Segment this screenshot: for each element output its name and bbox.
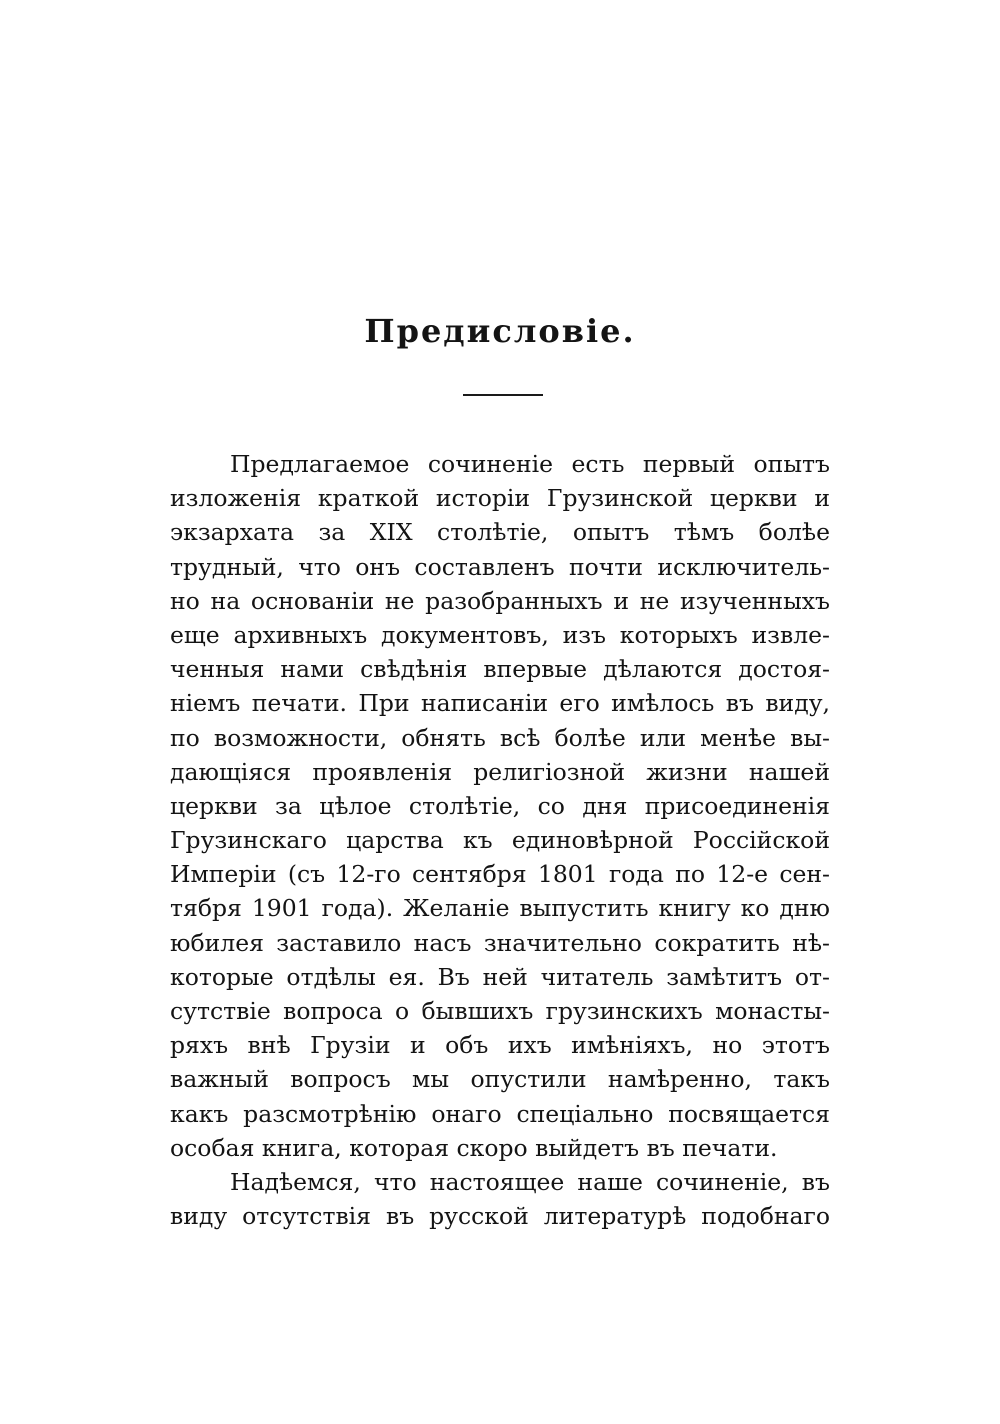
paragraph-2-line-2: виду отсутствія въ русской литературѣ подобнаго xyxy=(170,1202,830,1231)
paragraph-1-line-19: важный вопросъ мы опустили намѣренно, такъ xyxy=(170,1065,830,1094)
paragraph-1-line-15: юбилея заставило насъ значительно сократить нѣ- xyxy=(170,928,830,957)
paragraph-1-line-11: церкви за цѣлое столѣтіе, со дня присоединенія xyxy=(170,791,830,820)
title-divider xyxy=(463,394,543,396)
paragraph-1-line-9: по возможности, обнять всѣ болѣе или менѣе вы- xyxy=(170,723,830,752)
paragraph-1-line-5: но на основаніи не разобранныхъ и не изученныхъ xyxy=(170,586,830,615)
paragraph-1-line-21: особая книга, которая скоро выйдетъ въ печати. xyxy=(170,1133,778,1162)
paragraph-1-line-20: какъ разсмотрѣнію онаго спеціально посвящается xyxy=(170,1099,830,1128)
paragraph-1-line-10: дающіяся проявленія религіозной жизни нашей xyxy=(170,757,830,786)
paragraph-1-line-17: сутствіе вопроса о бывшихъ грузинскихъ монасты- xyxy=(170,997,830,1025)
paragraph-1-line-8: ніемъ печати. При написаніи его имѣлось въ виду, xyxy=(170,689,830,718)
paragraph-1-line-6: еще архивныхъ документовъ, изъ которыхъ извле- xyxy=(170,620,830,649)
preface-body xyxy=(170,447,830,1233)
paragraph-1-line-13: Имперіи (съ 12-го сентября 1801 года по 12-е сен- xyxy=(170,860,830,889)
paragraph-1-line-14: тября 1901 года). Желаніе выпустить книгу ко дню xyxy=(170,894,830,923)
paragraph-1-line-18: ряхъ внѣ Грузіи и объ ихъ имѣніяхъ, но этотъ xyxy=(170,1031,830,1060)
paragraph-1-line-12: Грузинскаго царства къ единовѣрной Россійской xyxy=(170,826,830,855)
paragraph-1-line-4: трудный, что онъ составленъ почти исключитель- xyxy=(170,552,830,581)
paragraph-1-line-3: экзархата за XIX столѣтіе, опытъ тѣмъ болѣе xyxy=(170,518,830,547)
paragraph-1-line-7: ченныя нами свѣдѣнія впервые дѣлаются достоя- xyxy=(170,655,830,684)
paragraph-1-line-2: изложенія краткой исторіи Грузинской церкви и xyxy=(170,484,830,513)
page-title: Предисловіе. xyxy=(364,312,636,350)
paragraph-1-line-16: которые отдѣлы ея. Въ ней читатель замѣтитъ от- xyxy=(170,962,830,991)
paragraph-2-line-1: Надѣемся, что настоящее наше сочиненіе, въ xyxy=(230,1167,830,1196)
paragraph-1-line-1: Предлагаемое сочиненіе есть первый опытъ xyxy=(230,450,830,478)
